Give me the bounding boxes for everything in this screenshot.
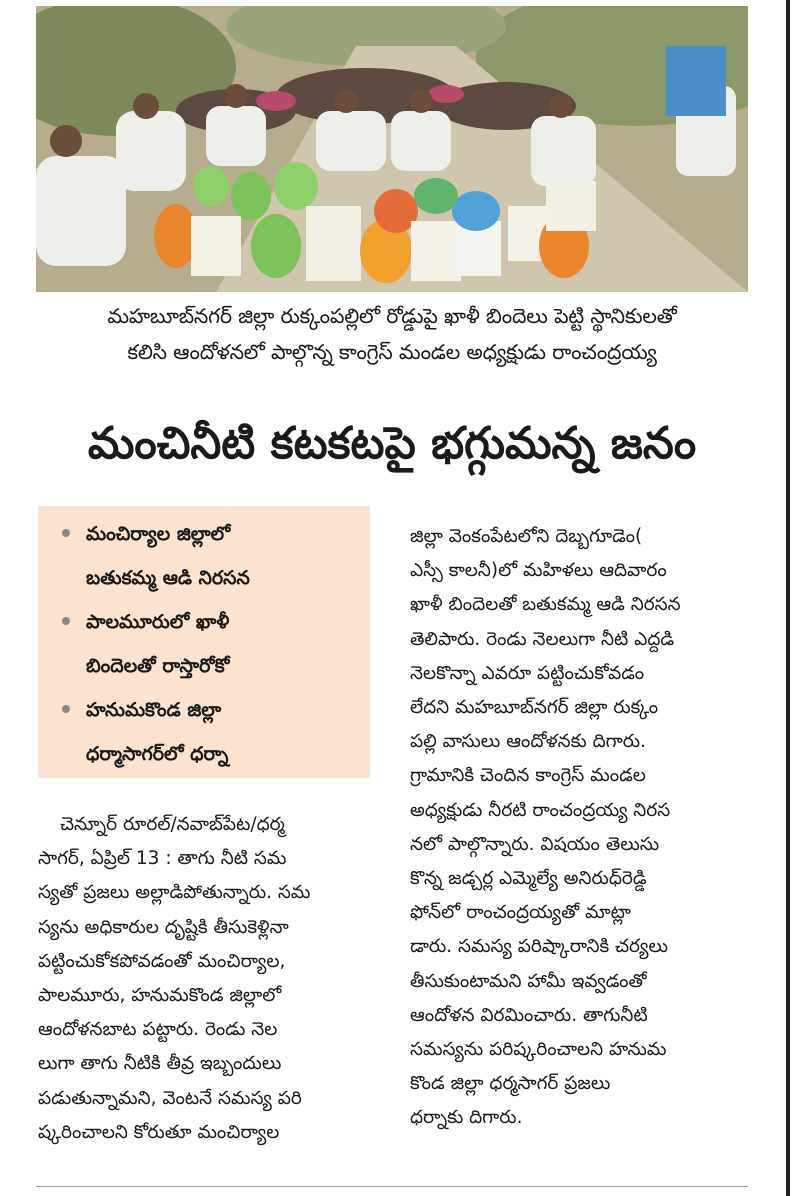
body-line: సాగర్, ఏప్రిల్ 13 : తాగు నీటి సమ bbox=[38, 848, 287, 870]
body-line: డారు. సమస్య పరిష్కారానికి చర్యలు bbox=[410, 936, 669, 958]
bullet-icon bbox=[62, 529, 70, 537]
body-line: పడుతున్నామని, వెంటనే సమస్య పరి bbox=[38, 1087, 302, 1109]
bullet-icon bbox=[62, 617, 70, 625]
highlight-item bbox=[62, 688, 360, 776]
body-line: అధ్యక్షుడు నీరటి రాంచంద్రయ్య నిరస bbox=[410, 799, 671, 821]
highlight-item bbox=[62, 512, 360, 600]
highlight-line: హనుమకొండ జిల్లా bbox=[86, 699, 222, 721]
body-line: స్యతో ప్రజలు అల్లాడిపోతున్నారు. సమ bbox=[38, 882, 311, 904]
caption-line: మహబూబ్‌నగర్ జిల్లా రుక్కంపల్లిలో రోడ్డుపై ఖాళీ బిందెలు పెట్టి స్థానికులతో bbox=[107, 304, 677, 328]
photo-caption bbox=[36, 298, 748, 370]
body-line: ష్కరించాలని కోరుతూ మంచిర్యాల bbox=[38, 1121, 280, 1143]
body-line: పట్టించుకోకపోవడంతో మంచిర్యాల, bbox=[38, 950, 286, 972]
body-line: స్యను అధికారుల దృష్టికి తీసుకెళ్లినా bbox=[38, 916, 289, 938]
body-line: పాలమూరు, హనుమకొండ జిల్లాలో bbox=[38, 985, 282, 1007]
highlight-line: మంచిర్యాల జిల్లాలో bbox=[86, 523, 231, 545]
highlight-line: బిందెలతో రాస్తారోకో bbox=[86, 655, 230, 677]
body-line: కొండ జిల్లా ధర్మసాగర్ ప్రజలు bbox=[410, 1073, 611, 1095]
highlight-item bbox=[62, 600, 360, 688]
body-line: ఫోన్‌లో రాంచంద్రయ్యతో మాట్లా bbox=[410, 902, 631, 924]
body-line: తీసుకుంటామని హామీ ఇవ్వడంతో bbox=[410, 970, 647, 992]
caption-line: కలిసి ఆందోళనలో పాల్గొన్న కాంగ్రెస్ మండల అధ్యక్షుడు రాంచంద్రయ్య bbox=[127, 340, 657, 364]
news-photo bbox=[36, 6, 748, 292]
bullet-icon bbox=[62, 705, 70, 713]
body-line: పల్లి వాసులు ఆందోళనకు దిగారు. bbox=[410, 731, 646, 753]
body-line: ఆందోళనబాట పట్టారు. రెండు నెల bbox=[38, 1019, 278, 1041]
bottom-divider bbox=[36, 1186, 748, 1187]
body-line: సమస్యను పరిష్కరించాలని హనుమ bbox=[410, 1039, 667, 1061]
body-line: నలో పాల్గొన్నారు. విషయం తెలుసు bbox=[410, 833, 660, 855]
headline: మంచినీటి కటకటపై భగ్గుమన్న జనం bbox=[87, 418, 697, 469]
highlight-line: ధర్మాసాగర్‌లో ధర్నా bbox=[86, 743, 229, 765]
body-line: నెలకొన్నా ఎవరూ పట్టించుకోవడం bbox=[410, 662, 645, 684]
body-line: లుగా తాగు నీటికి తీవ్ర ఇబ్బందులు bbox=[38, 1053, 282, 1075]
body-line: జిల్లా వెంకంపేటలోని దెబ్బగూడెం( bbox=[410, 526, 643, 547]
article-column-left bbox=[38, 808, 378, 1150]
body-line: ఎస్సీ కాలనీ)లో మహిళలు ఆదివారం bbox=[410, 560, 667, 582]
body-line: ఆందోళన విరమించారు. తాగునీటి bbox=[410, 1004, 648, 1026]
body-line: ధర్నాకు దిగారు. bbox=[410, 1107, 523, 1129]
highlight-line: పాలమూరులో ఖాళీ bbox=[86, 611, 230, 633]
body-line: కొన్న జడ్చర్ల ఎమ్మెల్యే అనిరుధ్‌రెడ్డి bbox=[410, 868, 647, 890]
body-line: ఖాళీ బిందెలతో బతుకమ్మ ఆడి నిరసన bbox=[410, 594, 681, 616]
highlight-line: బతుకమ్మ ఆడి నిరసన bbox=[86, 567, 250, 589]
column-rule bbox=[786, 0, 790, 1196]
body-line: తెలిపారు. రెండు నెలలుగా నీటి ఎద్దడి bbox=[410, 628, 675, 650]
body-line: గ్రామానికి చెందిన కాంగ్రెస్ మండల bbox=[410, 765, 646, 787]
highlights-box bbox=[38, 506, 370, 778]
body-line: చెన్నూర్ రూరల్/నవాబ్‌పేట/ధర్మ bbox=[60, 814, 285, 835]
article-column-right bbox=[410, 520, 750, 1136]
body-line: లేదని మహబూబ్‌నగర్ జిల్లా రుక్కం bbox=[410, 697, 659, 719]
